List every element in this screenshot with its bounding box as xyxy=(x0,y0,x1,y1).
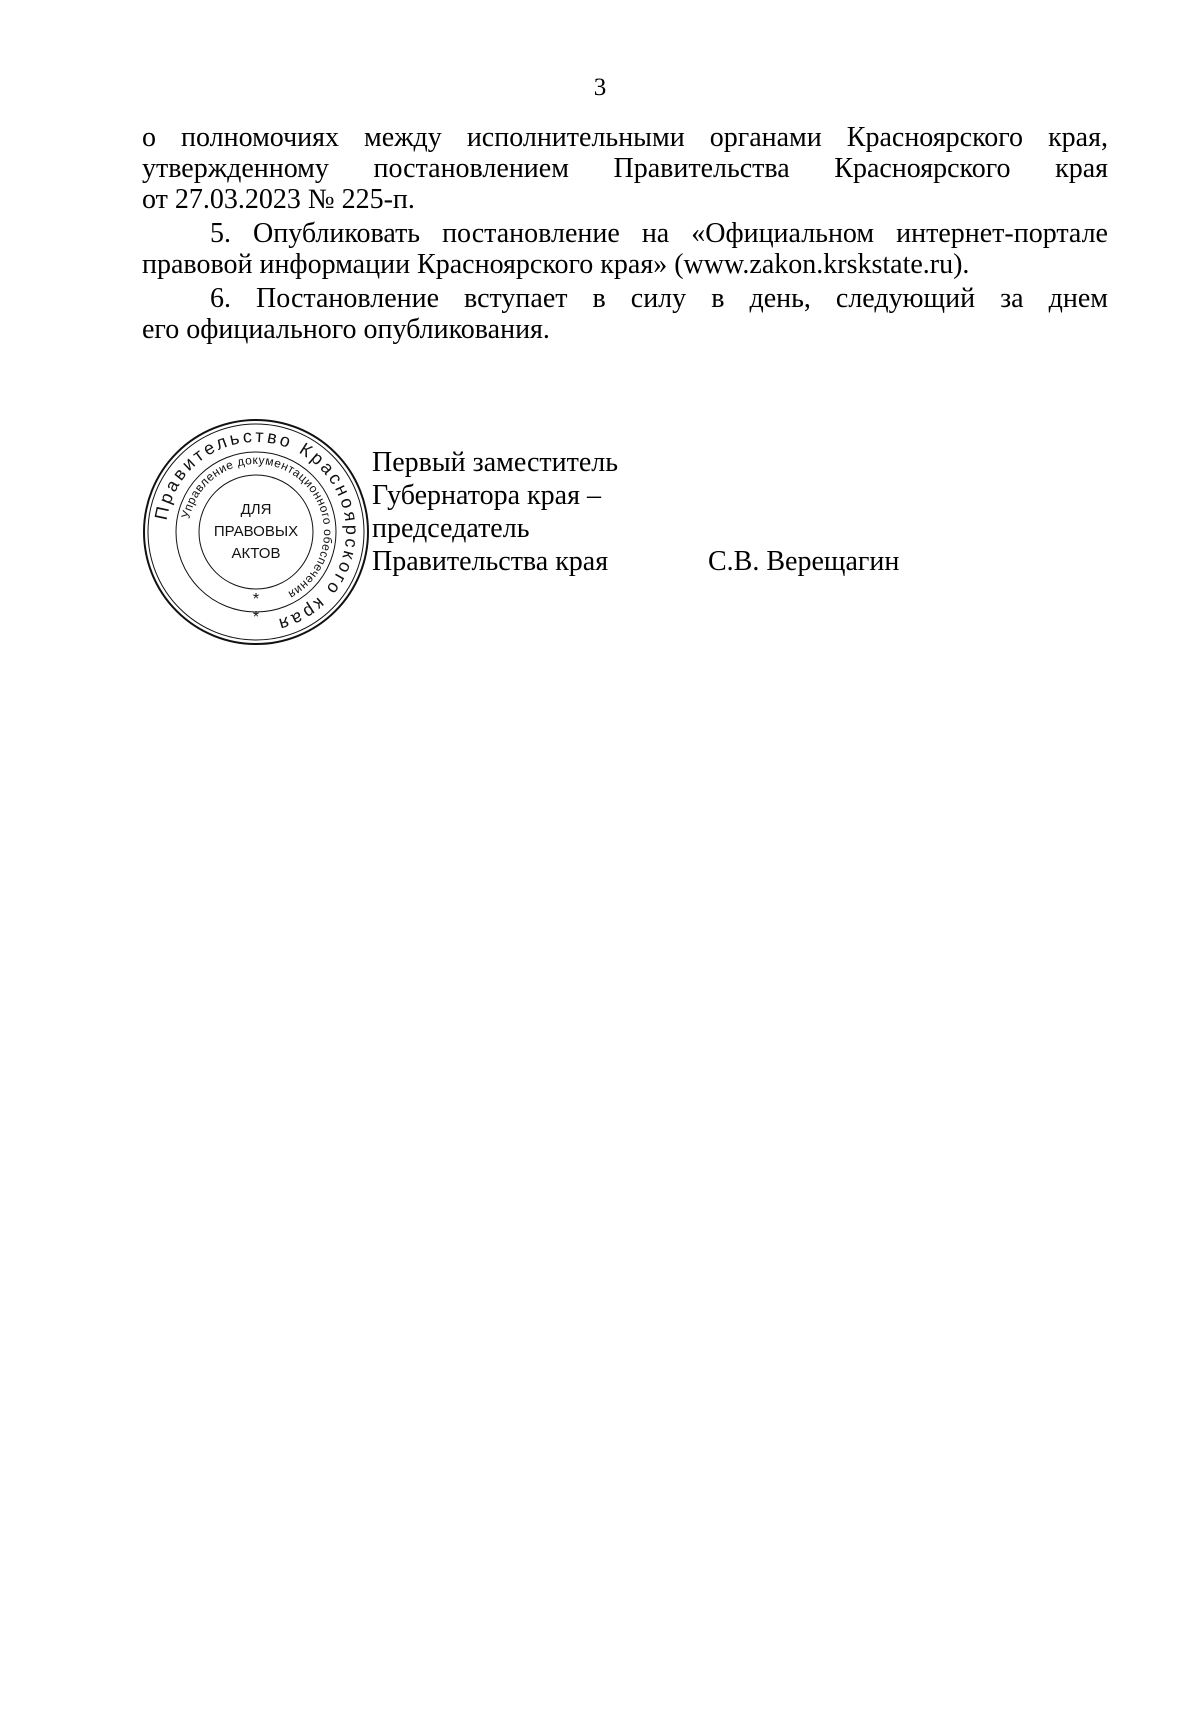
stamp-inner-text: Управление документационного обеспечения xyxy=(178,452,336,603)
body-line-1: о полномочиях между исполнительными органами Красноярского края, xyxy=(142,122,1108,153)
paragraph-5-line-2: правовой информации Красноярского края» (www.zakon.krskstate.ru). xyxy=(142,249,970,280)
stamp-center-line-2: ПРАВОВЫХ xyxy=(213,523,299,540)
signature-position-line-4: Правительства края xyxy=(372,546,609,577)
page-number: 3 xyxy=(593,74,607,101)
signatory-name: С.В. Верещагин xyxy=(708,546,900,577)
body-line-3: от 27.03.2023 № 225-п. xyxy=(142,184,415,215)
paragraph-5-line-1: 5. Опубликовать постановление на «Официальном интернет-портале xyxy=(210,218,1108,249)
stamp-star-2: * xyxy=(252,609,260,626)
stamp-outer-text: Правительство Красноярского края xyxy=(150,425,363,636)
stamp-center-line-3: АКТОВ xyxy=(231,545,281,562)
stamp-center-line-1: ДЛЯ xyxy=(240,501,272,518)
stamp-star-1: * xyxy=(252,591,260,608)
official-stamp xyxy=(140,416,372,648)
paragraph-6-line-2: его официального опубликования. xyxy=(142,314,550,345)
signature-position-line-3: председатель xyxy=(372,513,530,544)
paragraph-6-line-1: 6. Постановление вступает в силу в день, следующий за днем xyxy=(210,283,1108,314)
signature-position-line-2: Губернатора края – xyxy=(372,480,601,511)
body-line-2: утвержденному постановлением Правительства Красноярского края xyxy=(142,153,1108,184)
signature-position-line-1: Первый заместитель xyxy=(372,447,619,478)
